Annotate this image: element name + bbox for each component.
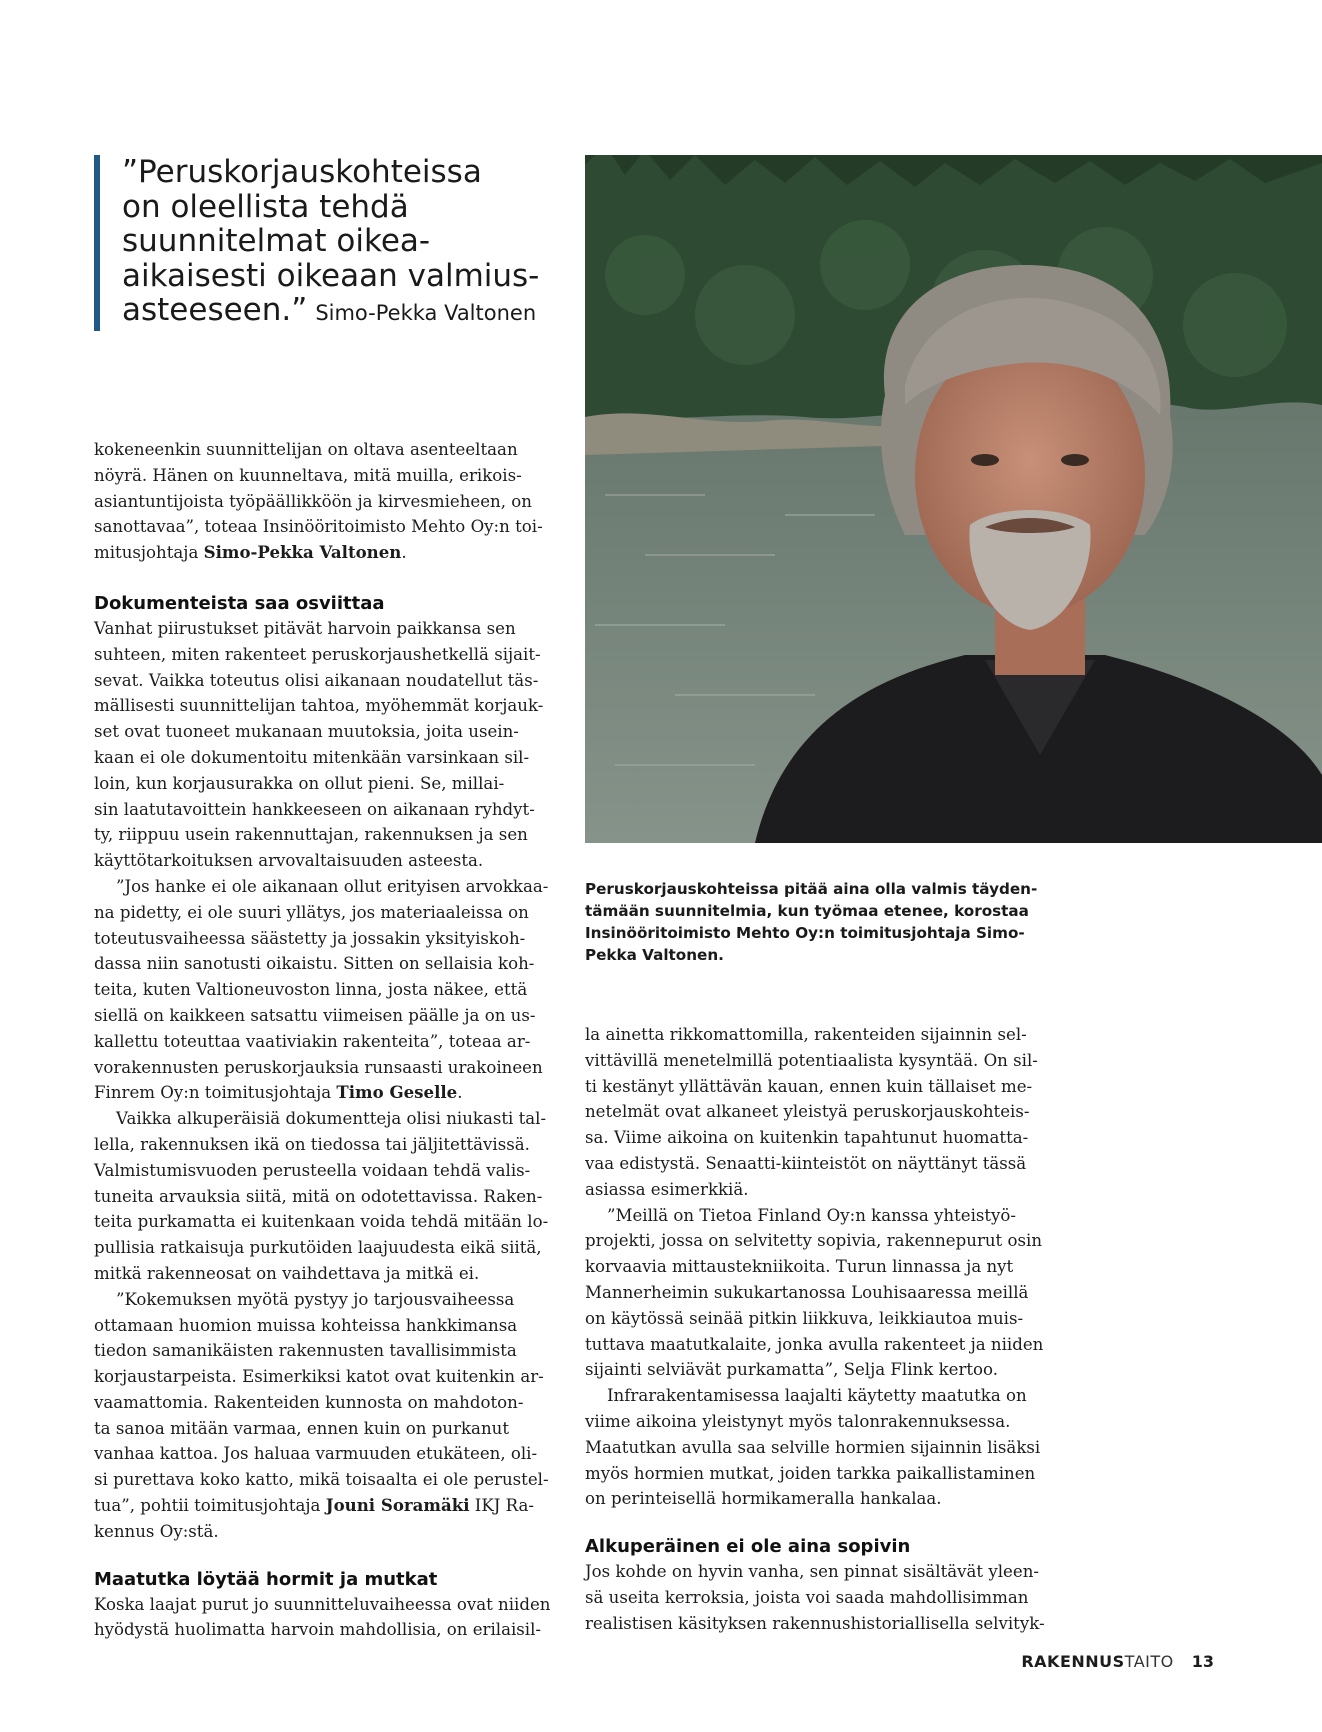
- paragraph: [94, 874, 574, 1106]
- section-heading: Maatutka löytää hormit ja mutkat: [94, 1568, 438, 1590]
- text-line: on perinteisellä hormikameralla hankalaa.: [585, 1489, 942, 1509]
- text-line: asiantuntijoista työpäällikköön ja kirvesmieheen, on: [94, 491, 532, 511]
- text-line: Vanhat piirustukset pitävät harvoin paikkansa sen: [94, 618, 516, 638]
- text-line: nöyrä. Hänen on kuunneltava, mitä muilla, erikois-: [94, 465, 522, 485]
- text-line: lella, rakennuksen ikä on tiedossa tai jäljitettävissä.: [94, 1134, 530, 1154]
- text-line: vanhaa kattoa. Jos haluaa varmuuden etukäteen, oli-: [94, 1444, 538, 1464]
- text-line: toteutusvaiheessa säästetty ja jossakin yksityiskoh-: [94, 928, 526, 948]
- caption-line: Insinööritoimisto Mehto Oy:n toimitusjohtaja Simo-: [585, 924, 1025, 942]
- text-line: Koska laajat purut jo suunnitteluvaiheessa ovat niiden: [94, 1594, 551, 1614]
- text-line: korvaavia mittaustekniikoita. Turun linnassa ja nyt: [585, 1257, 1014, 1277]
- text-line: suhteen, miten rakenteet peruskorjaushetkellä sijait-: [94, 644, 541, 664]
- text-line: loin, kun korjausurakka on ollut pieni. Se, millai-: [94, 773, 505, 793]
- caption-line: Peruskorjauskohteissa pitää aina olla valmis täyden-: [585, 880, 1038, 898]
- text-line: sä useita kerroksia, joista voi saada mahdollisimman: [585, 1587, 1029, 1607]
- text-line: ty, riippuu usein rakennuttajan, rakennuksen ja sen: [94, 825, 528, 845]
- pull-quote-line: ”Peruskorjauskohteissa: [122, 154, 482, 190]
- text-line: vorakennusten peruskorjauksia runsaasti urakoineen: [94, 1057, 543, 1077]
- caption-line: Pekka Valtonen.: [585, 946, 724, 964]
- text-line: ottamaan huomion muissa kohteissa hankkimansa: [94, 1315, 518, 1335]
- text-line: pullisia ratkaisuja purkutöiden laajuudesta eikä siitä,: [94, 1238, 542, 1258]
- page-footer: [1021, 1652, 1214, 1671]
- text-line: tiedon samanikäisten rakennusten tavallisimmista: [94, 1341, 517, 1361]
- text-line: netelmät ovat alkaneet yleistyä peruskorjauskohteis-: [585, 1102, 1030, 1122]
- text-fragment: Finrem Oy:n toimitusjohtaja: [94, 1083, 337, 1103]
- intro-paragraph: [94, 437, 574, 566]
- text-line: na pidetty, ei ole suuri yllätys, jos materiaaleissa on: [94, 902, 529, 922]
- text-line: ”Jos hanke ei ole aikanaan ollut erityisen arvokkaa-: [116, 876, 549, 896]
- text-line: [94, 1493, 574, 1519]
- text-line: Mannerheimin sukukartanossa Louhisaaressa meillä: [585, 1282, 1029, 1302]
- pull-quote-author: Simo-Pekka Valtonen: [315, 301, 537, 325]
- text-fragment: .: [457, 1083, 463, 1103]
- text-line: mällisesti suunnittelijan tahtoa, myöhemmät korjauk-: [94, 696, 544, 716]
- portrait-photo-image: [585, 155, 1322, 843]
- text-line: hyödystä huolimatta harvoin mahdollisia, on erilaisil-: [94, 1620, 542, 1640]
- pull-quote-line: suunnitelmat oikea-: [122, 223, 431, 259]
- paragraph: [94, 1592, 574, 1644]
- paragraph: [585, 1559, 1065, 1636]
- text-fragment: tua”, pohtii toimitusjohtaja: [94, 1496, 326, 1516]
- left-column: [94, 437, 574, 1643]
- text-line: on käytössä seinää pitkin liikkuva, leikkiautoa muis-: [585, 1308, 1024, 1328]
- text-line: kokeneenkin suunnittelijan on oltava asenteeltaan: [94, 440, 518, 459]
- text-line: käyttötarkoituksen arvovaltaisuuden asteesta.: [94, 851, 484, 871]
- text-line: ti kestänyt yllättävän kauan, ennen kuin tällaiset me-: [585, 1076, 1033, 1096]
- text-line: vaamattomia. Rakenteiden kunnosta on mahdoton-: [94, 1392, 524, 1412]
- text-line: sevat. Vaikka toteutus olisi aikanaan noudatellut täs-: [94, 670, 539, 690]
- pull-quote-line: on oleellista tehdä: [122, 188, 409, 225]
- text-line: teita purkamatta ei kuitenkaan voida tehdä mitään lo-: [94, 1212, 549, 1232]
- pull-quote: [94, 155, 592, 331]
- text-line: mitkä rakenneosat on vaihdettava ja mitkä ei.: [94, 1263, 480, 1283]
- paragraph: [94, 616, 574, 874]
- text-fragment: .: [401, 543, 407, 563]
- magazine-name-bold: RAKENNUS: [1021, 1652, 1125, 1671]
- text-line: projekti, jossa on selvitetty sopivia, rakennepurut osin: [585, 1231, 1043, 1251]
- text-line: viime aikoina yleistynyt myös talonrakennuksessa.: [585, 1411, 1011, 1431]
- text-line: Jos kohde on hyvin vanha, sen pinnat sisältävät yleen-: [585, 1562, 1039, 1582]
- text-line: asiassa esimerkkiä.: [585, 1179, 749, 1199]
- text-line: [94, 540, 574, 566]
- text-line: teita, kuten Valtioneuvoston linna, josta näkee, että: [94, 980, 528, 1000]
- text-line: siellä on kaikkeen satsattu viimeisen päälle ja on us-: [94, 1005, 536, 1025]
- text-line: vittävillä menetelmillä potentiaalista kysyntää. On sil-: [585, 1050, 1038, 1070]
- pull-quote-text: asteeseen.”: [122, 292, 308, 328]
- section-heading: Alkuperäinen ei ole aina sopivin: [585, 1536, 911, 1558]
- text-line: vaa edistystä. Senaatti-kiinteistöt on näyttänyt tässä: [585, 1153, 1027, 1173]
- text-line: ”Kokemuksen myötä pystyy jo tarjousvaiheessa: [116, 1289, 515, 1309]
- portrait-photo: [585, 155, 1322, 843]
- right-column: [585, 1022, 1065, 1637]
- photo-caption: [585, 878, 1065, 966]
- text-line: sijainti selviävät purkamatta”, Selja Flink kertoo.: [585, 1360, 999, 1380]
- text-line: korjaustarpeista. Esimerkiksi katot ovat kuitenkin ar-: [94, 1367, 544, 1387]
- text-line: Infrarakentamisessa laajalti käytetty maatutka on: [607, 1386, 1027, 1406]
- page-number: 13: [1191, 1652, 1214, 1671]
- text-line: kallettu toteuttaa vaativiakin rakenteita”, toteaa ar-: [94, 1031, 531, 1051]
- text-line: la ainetta rikkomattomilla, rakenteiden sijainnin sel-: [585, 1025, 1027, 1044]
- text-line: kennus Oy:stä.: [94, 1521, 219, 1541]
- text-line: si purettava koko katto, mikä toisaalta ei ole perustel-: [94, 1470, 549, 1490]
- text-line: Valmistumisvuoden perusteella voidaan tehdä valis-: [94, 1160, 531, 1180]
- person-name: Simo-Pekka Valtonen: [203, 542, 402, 563]
- text-line: sa. Viime aikoina on kuitenkin tapahtunut huomatta-: [585, 1128, 1029, 1148]
- person-name: Timo Geselle: [336, 1082, 458, 1103]
- text-line: ”Meillä on Tietoa Finland Oy:n kanssa yhteistyö-: [607, 1205, 1017, 1225]
- text-line: set ovat tuoneet mukanaan muutoksia, joita usein-: [94, 722, 519, 742]
- caption-line: tämään suunnitelmia, kun työmaa etenee, korostaa: [585, 902, 1029, 920]
- text-line: sin laatutavoittein hankkeeseen on aikanaan ryhdyt-: [94, 799, 535, 819]
- text-line: tuneita arvauksia siitä, mitä on odotettavissa. Raken-: [94, 1186, 543, 1206]
- pull-quote-line: [122, 293, 592, 331]
- text-line: [94, 1080, 574, 1106]
- text-line: Maatutkan avulla saa selville hormien sijainnin lisäksi: [585, 1437, 1041, 1457]
- text-line: kaan ei ole dokumentoitu mitenkään varsinkaan sil-: [94, 747, 530, 767]
- paragraph: [585, 1022, 1065, 1203]
- magazine-name-light: TAITO: [1124, 1652, 1174, 1671]
- text-fragment: mitusjohtaja: [94, 543, 204, 563]
- section-heading: Dokumenteista saa osviittaa: [94, 592, 385, 614]
- text-line: myös hormien mutkat, joiden tarkka paikallistaminen: [585, 1463, 1036, 1483]
- person-name: Jouni Soramäki: [325, 1495, 470, 1516]
- text-line: sanottavaa”, toteaa Insinööritoimisto Mehto Oy:n toi-: [94, 517, 543, 537]
- text-line: realistisen käsityksen rakennushistoriallisella selvityk-: [585, 1613, 1045, 1633]
- paragraph: [585, 1383, 1065, 1512]
- pull-quote-line: aikaisesti oikeaan valmius-: [122, 257, 540, 294]
- paragraph: [94, 1106, 574, 1287]
- text-line: dassa niin sanotusti oikaistu. Sitten on sellaisia koh-: [94, 954, 535, 974]
- text-line: ta sanoa mitään varmaa, ennen kuin on purkanut: [94, 1418, 509, 1438]
- text-line: Vaikka alkuperäisiä dokumentteja olisi niukasti tal-: [116, 1109, 547, 1129]
- paragraph: [585, 1203, 1065, 1384]
- paragraph: [94, 1287, 574, 1545]
- text-fragment: IKJ Ra-: [469, 1496, 535, 1516]
- text-line: tuttava maatutkalaite, jonka avulla rakenteet ja niiden: [585, 1334, 1044, 1354]
